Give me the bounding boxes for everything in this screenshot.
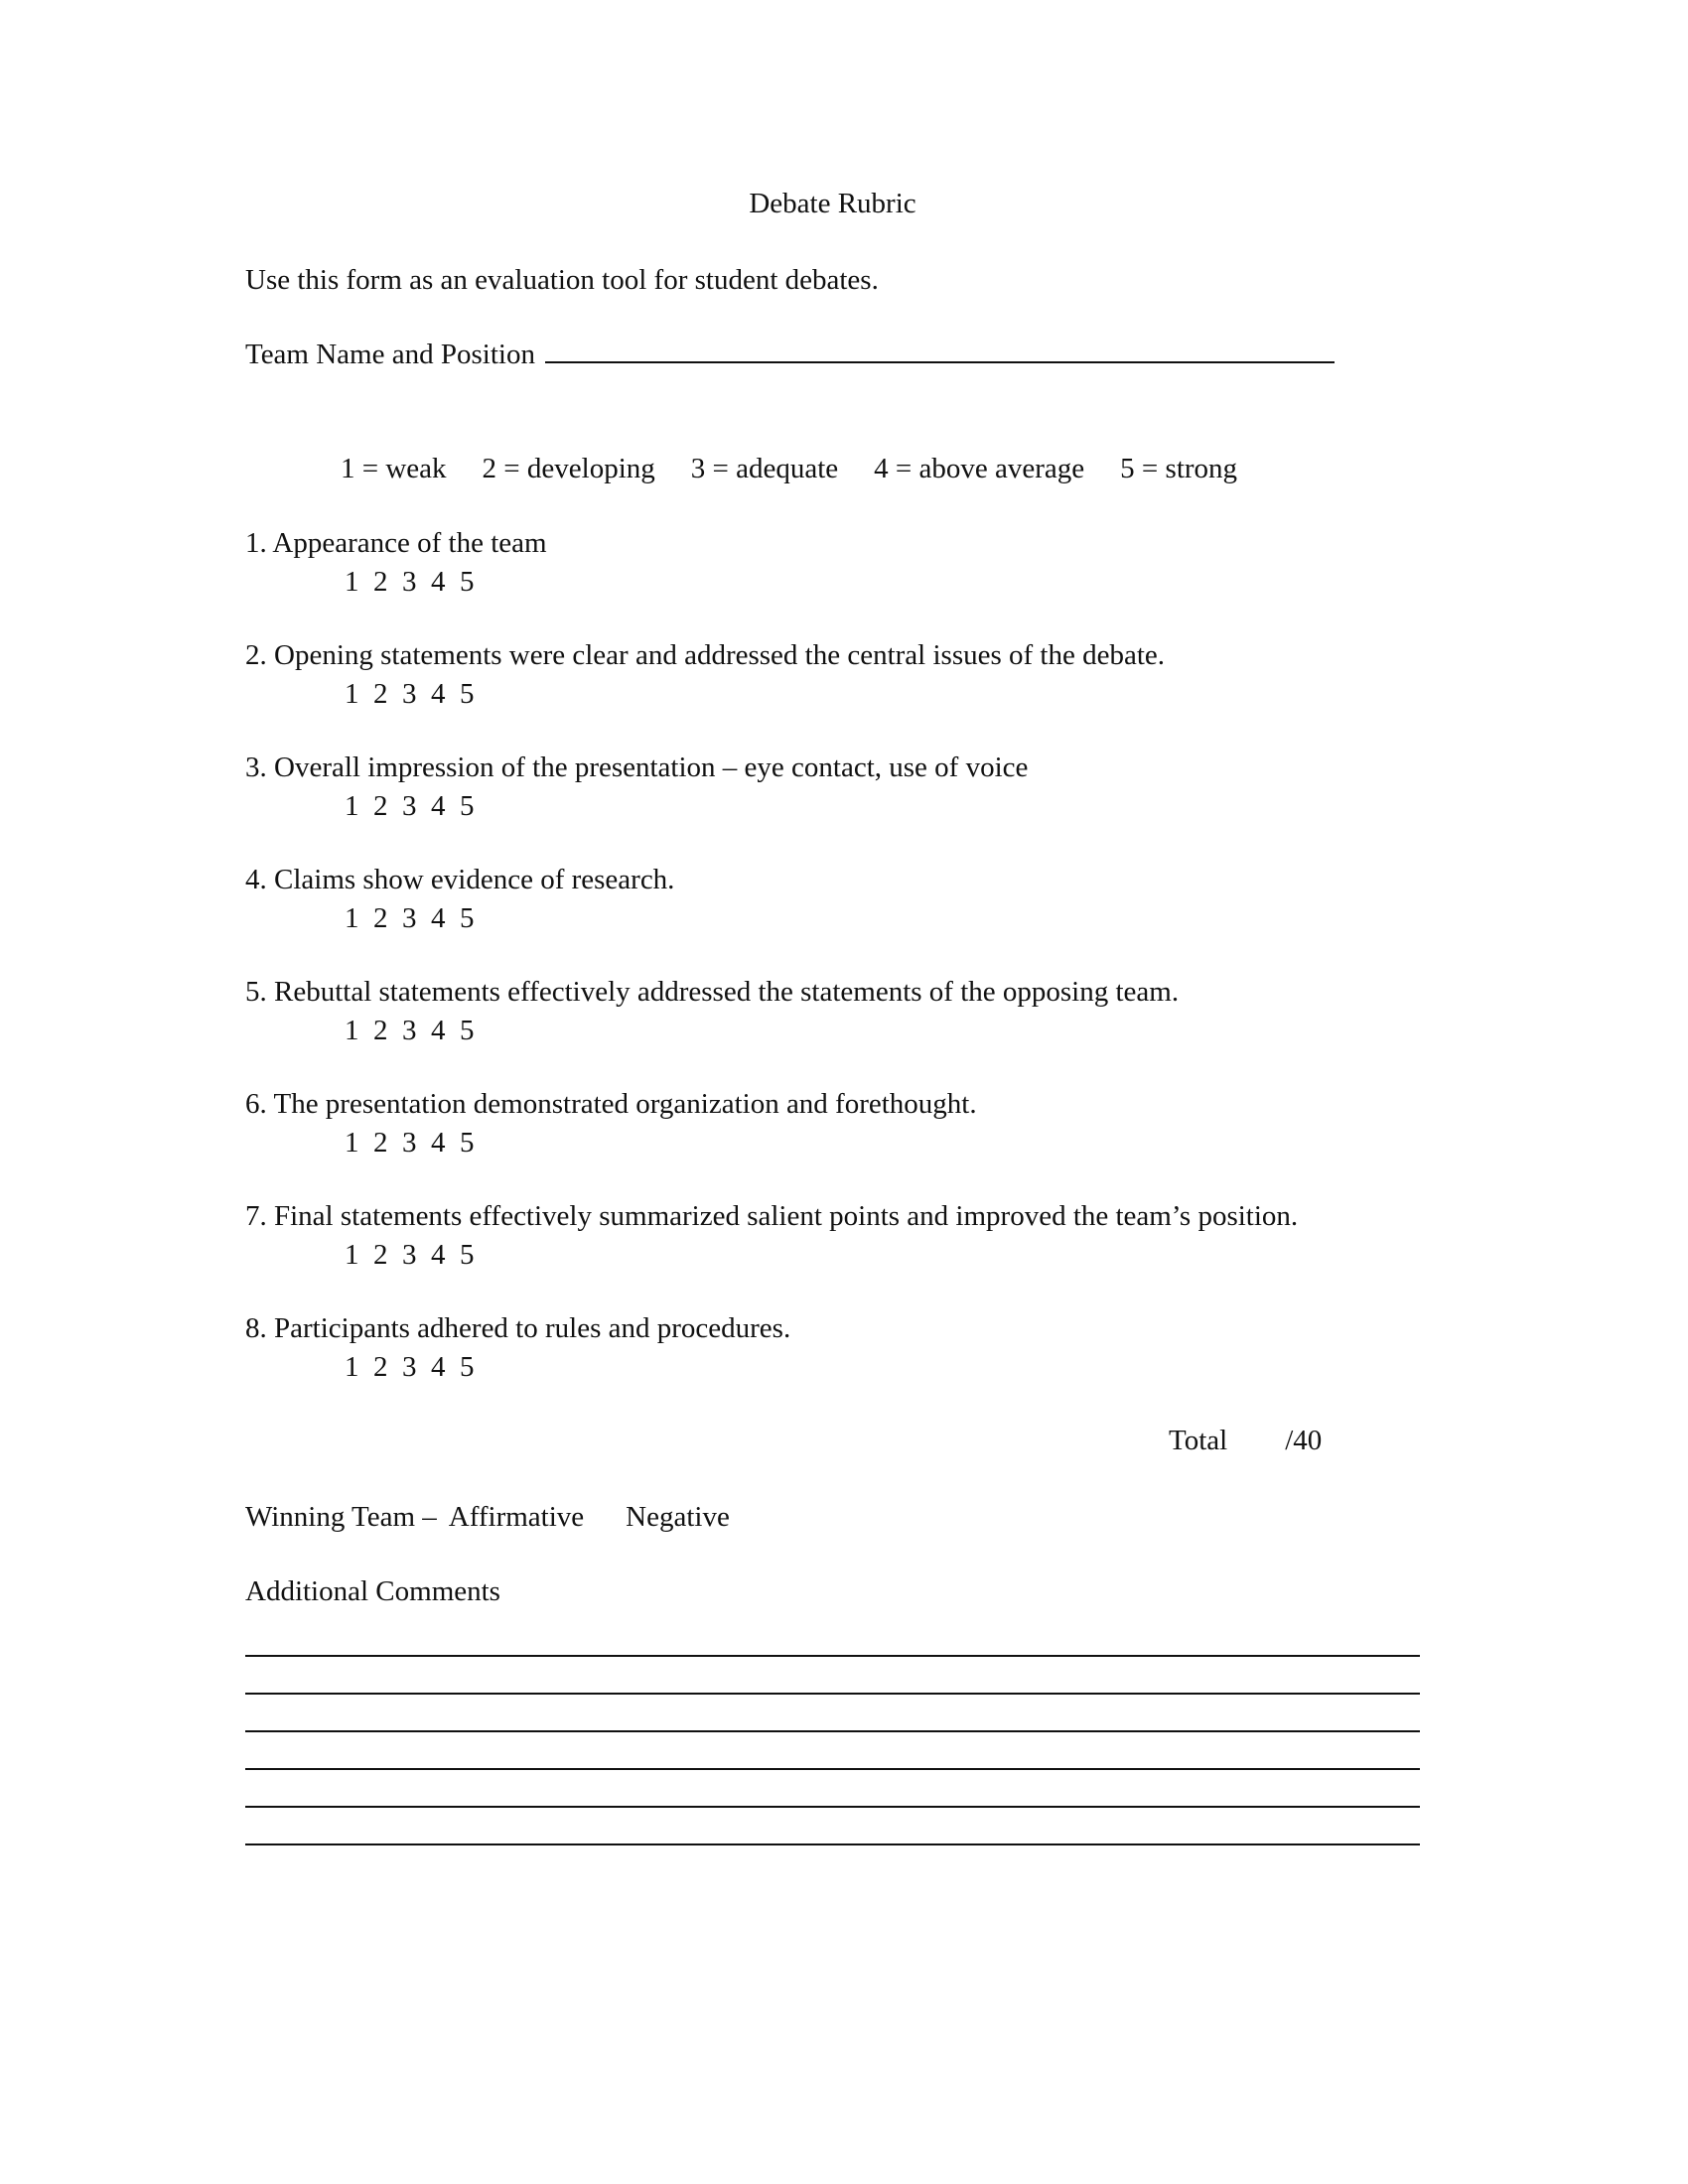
team-name-line <box>245 336 1420 374</box>
rating-options: 1 2 3 4 5 <box>345 678 475 710</box>
rating-options: 1 2 3 4 5 <box>345 1127 475 1159</box>
rubric-item <box>245 1197 1420 1275</box>
legend-item-above-average: 4 = above average <box>874 453 1085 484</box>
winning-option-affirmative: Affirmative <box>448 1501 585 1533</box>
total-label: Total <box>1169 1425 1228 1456</box>
rubric-item-label: 8. Participants adhered to rules and procedures. <box>245 1312 791 1344</box>
rubric-item <box>245 1309 1420 1387</box>
rubric-item <box>245 524 1420 602</box>
legend-item-strong: 5 = strong <box>1120 453 1238 484</box>
comments-label: Additional Comments <box>245 1575 500 1607</box>
intro-text: Use this form as an evaluation tool for student debates. <box>245 264 879 296</box>
legend-item-adequate: 3 = adequate <box>690 453 839 484</box>
comment-line <box>245 1657 1420 1695</box>
rating-scale-legend <box>245 450 1420 488</box>
winning-team-line <box>245 1498 1420 1537</box>
winning-team-label: Winning Team – <box>245 1501 437 1533</box>
rating-options: 1 2 3 4 5 <box>345 790 475 822</box>
comment-line <box>245 1695 1420 1732</box>
comment-line <box>245 1619 1420 1657</box>
total-value: /40 <box>1285 1425 1323 1456</box>
rubric-item-label: 4. Claims show evidence of research. <box>245 864 675 895</box>
rubric-item-label: 6. The presentation demonstrated organization and forethought. <box>245 1088 977 1120</box>
rubric-item-label: 3. Overall impression of the presentation – eye contact, use of voice <box>245 751 1029 783</box>
total-line <box>1169 1422 1420 1460</box>
rating-options: 1 2 3 4 5 <box>345 1015 475 1046</box>
team-name-blank <box>545 357 1335 363</box>
legend-item-weak: 1 = weak <box>341 453 447 484</box>
rubric-item <box>245 973 1420 1050</box>
rating-options: 1 2 3 4 5 <box>345 902 475 934</box>
rating-options: 1 2 3 4 5 <box>345 1239 475 1271</box>
rubric-item <box>245 1085 1420 1162</box>
comment-line <box>245 1770 1420 1808</box>
winning-option-negative: Negative <box>626 1501 730 1533</box>
rubric-item <box>245 749 1420 826</box>
rubric-item <box>245 636 1420 714</box>
rubric-item-label: 2. Opening statements were clear and addressed the central issues of the debate. <box>245 639 1166 671</box>
rubric-item-label: 5. Rebuttal statements effectively addressed the statements of the opposing team. <box>245 976 1180 1008</box>
comment-line <box>245 1732 1420 1770</box>
rating-options: 1 2 3 4 5 <box>345 1351 475 1383</box>
rubric-item-label: 7. Final statements effectively summarized salient points and improved the team’s position. <box>245 1200 1299 1232</box>
rubric-item-label: 1. Appearance of the team <box>245 527 547 559</box>
team-name-label: Team Name and Position <box>245 339 535 370</box>
page-title: Debate Rubric <box>749 188 916 219</box>
rating-options: 1 2 3 4 5 <box>345 566 475 598</box>
comment-line <box>245 1808 1420 1845</box>
rubric-item <box>245 861 1420 938</box>
legend-item-developing: 2 = developing <box>482 453 655 484</box>
